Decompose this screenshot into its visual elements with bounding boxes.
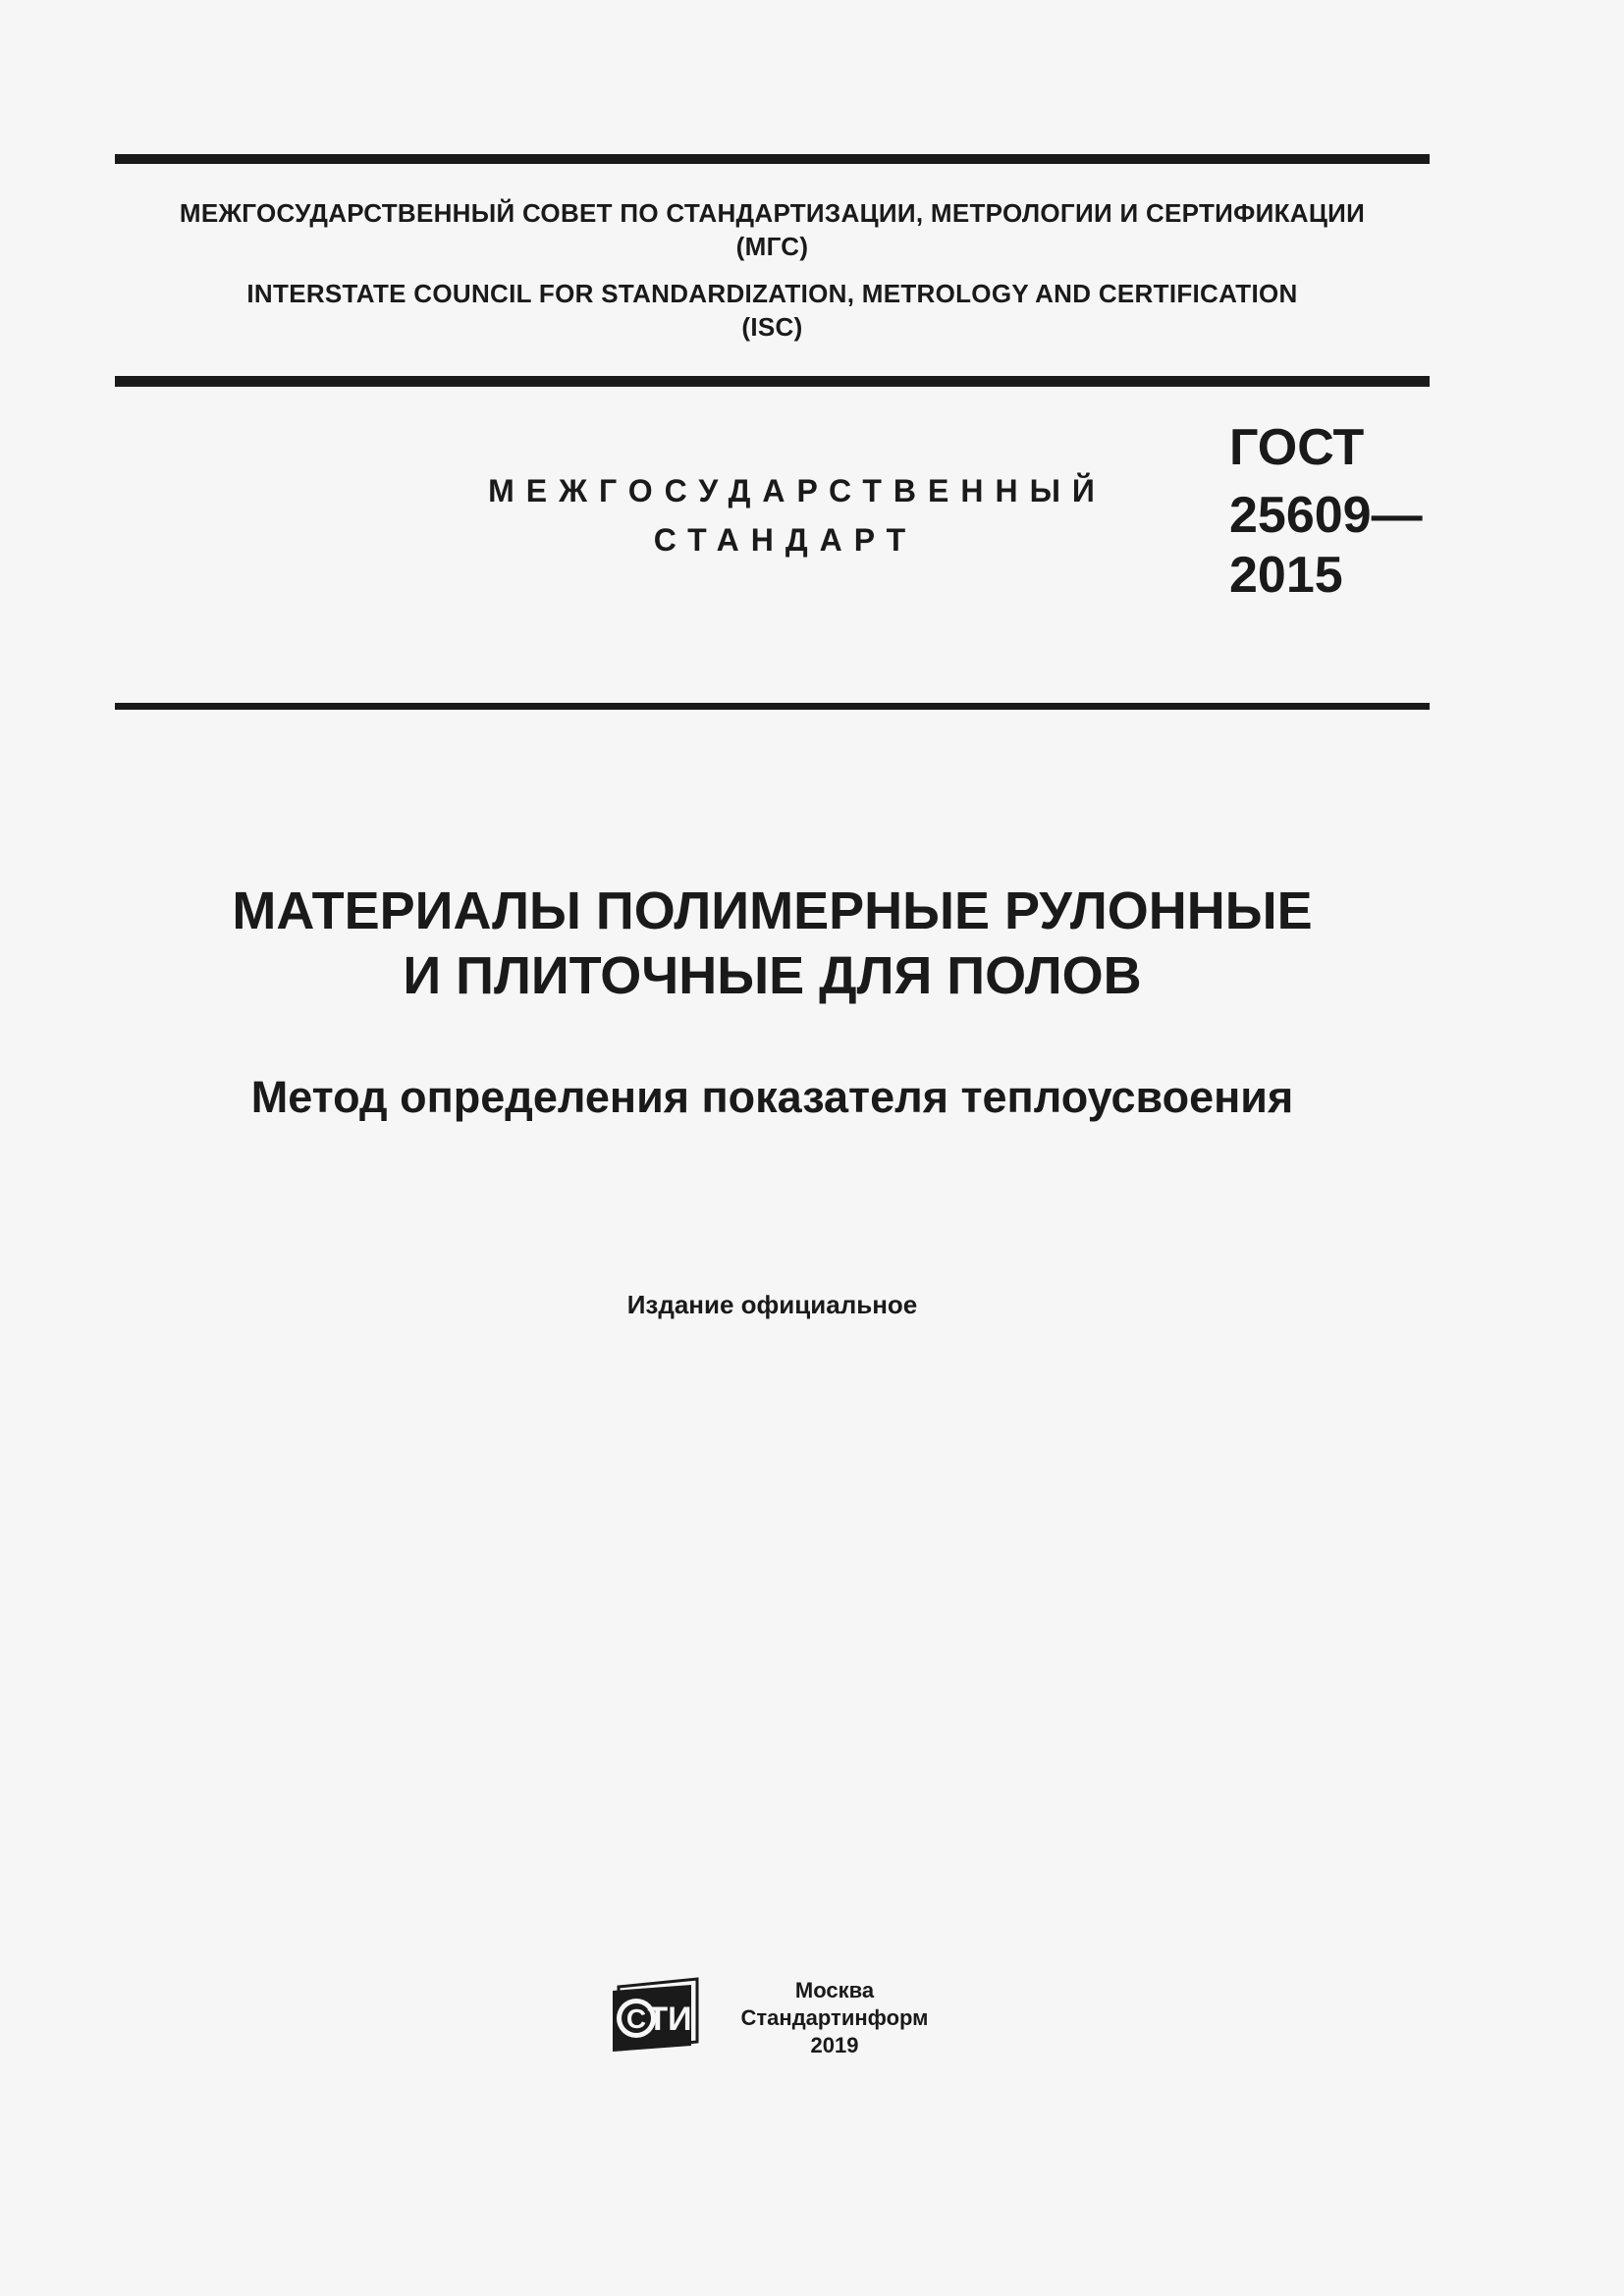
standard-type-line2: СТАНДАРТ: [653, 522, 918, 558]
top-rule: [115, 154, 1430, 164]
middle-rule: [115, 376, 1430, 387]
imprint-city: Москва: [794, 1978, 875, 2002]
council-abbr-ru: (МГС): [735, 232, 809, 261]
document-subtitle: Метод определения показателя теплоусвоения: [250, 1072, 1294, 1122]
document-title-line1: МАТЕРИАЛЫ ПОЛИМЕРНЫЕ РУЛОННЫЕ: [232, 881, 1313, 940]
standard-type-line1: МЕЖГОСУДАРСТВЕННЫЙ: [488, 473, 1107, 508]
standartinform-logo-icon: [611, 1977, 705, 2052]
council-abbr-en: (ISC): [741, 312, 803, 342]
gost-year: 2015: [1229, 547, 1343, 604]
council-name-ru: МЕЖГОСУДАРСТВЕННЫЙ СОВЕТ ПО СТАНДАРТИЗАЦИИ, МЕТРОЛОГИИ И СЕРТИФИКАЦИИ: [179, 198, 1366, 228]
imprint-publisher: Стандартинформ: [740, 2005, 929, 2030]
council-name-en: INTERSTATE COUNCIL FOR STANDARDIZATION, METROLOGY AND CERTIFICATION: [246, 279, 1298, 308]
logo-letters: ТИ: [647, 2001, 692, 2038]
gost-label: ГОСТ: [1229, 419, 1365, 476]
logo-letter-s: С: [625, 2003, 647, 2034]
edition-note: Издание официальное: [626, 1290, 918, 1319]
document-title-line2: И ПЛИТОЧНЫЕ ДЛЯ ПОЛОВ: [403, 946, 1142, 1005]
lower-rule: [115, 703, 1430, 710]
imprint-year: 2019: [810, 2033, 859, 2057]
gost-number: 25609—: [1229, 487, 1423, 544]
